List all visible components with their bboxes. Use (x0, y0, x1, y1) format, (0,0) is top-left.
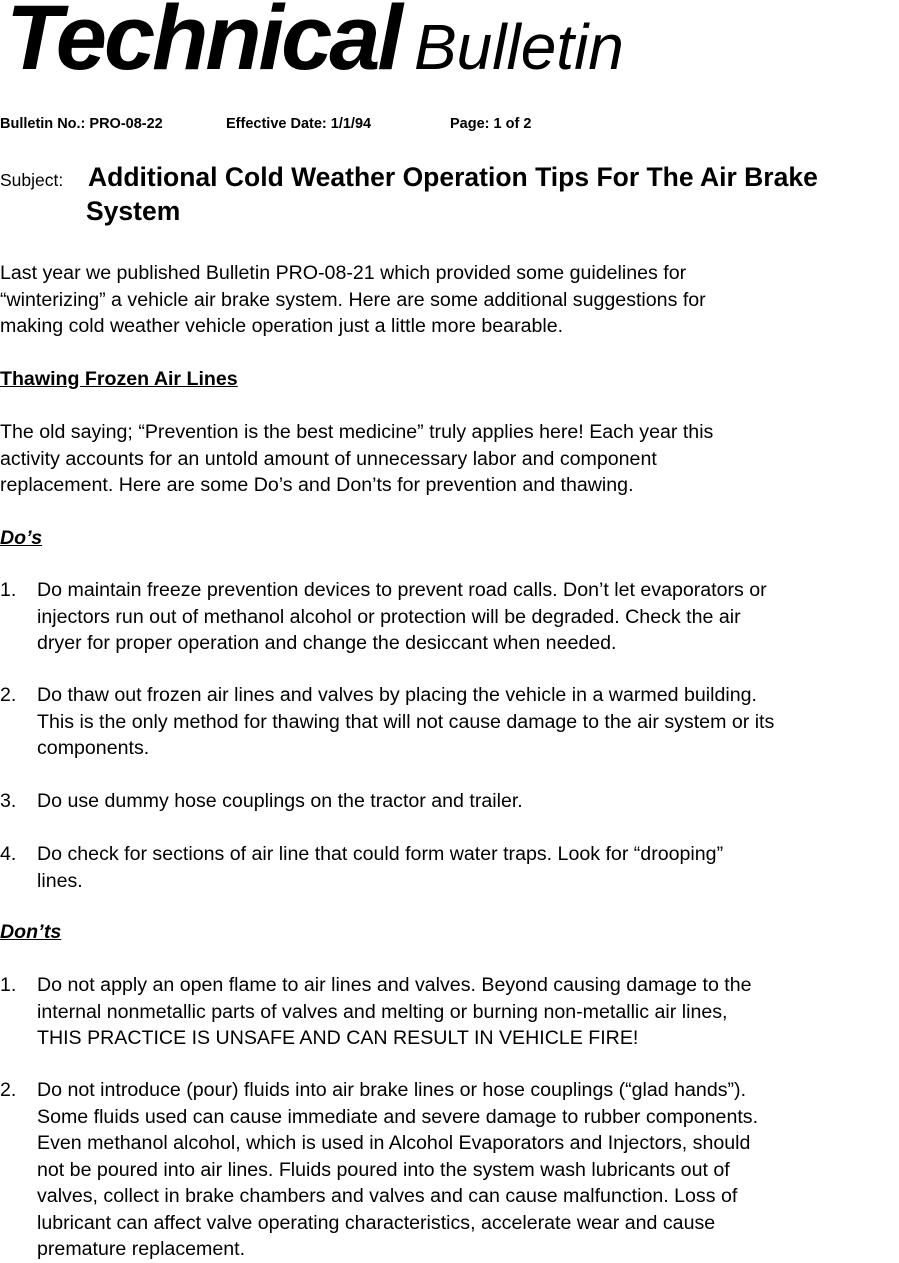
item-number: 2. (0, 1079, 17, 1101)
text-line: Even methanol alcohol, which is used in Alcohol Evaporators and Injectors, should (37, 1132, 751, 1154)
heading-donts: Don’ts (0, 921, 62, 943)
text-line: Do thaw out frozen air lines and valves by placing the vehicle in a warmed building. (37, 684, 757, 706)
subject-title (86, 160, 898, 228)
text-line: replacement. Here are some Do’s and Don’ts for prevention and thawing. (0, 474, 634, 496)
item-text (37, 682, 899, 762)
text-line: Last year we published Bulletin PRO-08-21 which provided some guidelines for (0, 262, 687, 284)
title-technical: Technical (6, 0, 400, 89)
item-text (37, 577, 899, 657)
thawing-paragraph (0, 419, 898, 499)
text-line: lines. (37, 869, 83, 892)
heading-dos: Do’s (0, 527, 43, 549)
text-line: Some fluids used can cause immediate and severe damage to rubber components. (37, 1105, 759, 1128)
text-line: “winterizing” a vehicle air brake system. Here are some additional suggestions for (0, 288, 706, 311)
item-text (37, 841, 899, 894)
text-line: injectors run out of methanol alcohol or protection will be degraded. Check the air (37, 605, 741, 628)
heading-thawing: Thawing Frozen Air Lines (0, 368, 238, 390)
text-line: making cold weather vehicle operation just a little more bearable. (0, 315, 564, 337)
intro-paragraph (0, 260, 898, 340)
text-line: valves, collect in brake chambers and valves and can cause malfunction. Loss of (37, 1185, 738, 1207)
item-number: 4. (0, 843, 17, 865)
text-line: not be poured into air lines. Fluids poured into the system wash lubricants out of (37, 1158, 730, 1181)
text-line: dryer for proper operation and change the desiccant when needed. (37, 632, 617, 654)
item-number: 1. (0, 974, 17, 996)
item-text (37, 788, 899, 815)
subject-line: System (86, 196, 181, 226)
title-bulletin: Bulletin (413, 11, 624, 83)
text-line: THIS PRACTICE IS UNSAFE AND CAN RESULT IN VEHICLE FIRE! (37, 1027, 639, 1049)
item-number: 1. (0, 579, 17, 601)
text-line: This is the only method for thawing that will not cause damage to the air system or its (37, 710, 775, 733)
subject-line: Additional Cold Weather Operation Tips For The Air Brake (88, 162, 818, 192)
text-line: The old saying; “Prevention is the best medicine” truly applies here! Each year this (0, 421, 714, 443)
text-line: premature replacement. (37, 1238, 246, 1260)
item-text (37, 972, 899, 1052)
effective-date: Effective Date: 1/1/94 (226, 116, 372, 132)
text-line: Do use dummy hose couplings on the tractor and trailer. (37, 790, 523, 812)
item-number: 2. (0, 684, 17, 706)
text-line: Do not apply an open flame to air lines and valves. Beyond causing damage to the (37, 974, 752, 996)
bulletin-meta (0, 116, 531, 132)
page-number: Page: 1 of 2 (450, 116, 532, 132)
text-line: Do maintain freeze prevention devices to prevent road calls. Don’t let evaporators or (37, 579, 767, 601)
document-title (6, 0, 624, 89)
text-line: components. (37, 737, 150, 759)
text-line: Do not introduce (pour) fluids into air brake lines or hose couplings (“glad hands”). (37, 1079, 747, 1101)
subject-label: Subject: (0, 170, 64, 190)
bulletin-number: Bulletin No.: PRO-08-22 (0, 116, 163, 132)
text-line: internal nonmetallic parts of valves and melting or burning non-metallic air lines, (37, 1000, 728, 1023)
text-line: lubricant can affect valve operating characteristics, accelerate wear and cause (37, 1211, 716, 1234)
text-line: activity accounts for an untold amount of unnecessary labor and component (0, 447, 657, 470)
item-number: 3. (0, 790, 17, 812)
item-text (37, 1077, 899, 1263)
text-line: Do check for sections of air line that could form water traps. Look for “drooping” (37, 843, 724, 865)
